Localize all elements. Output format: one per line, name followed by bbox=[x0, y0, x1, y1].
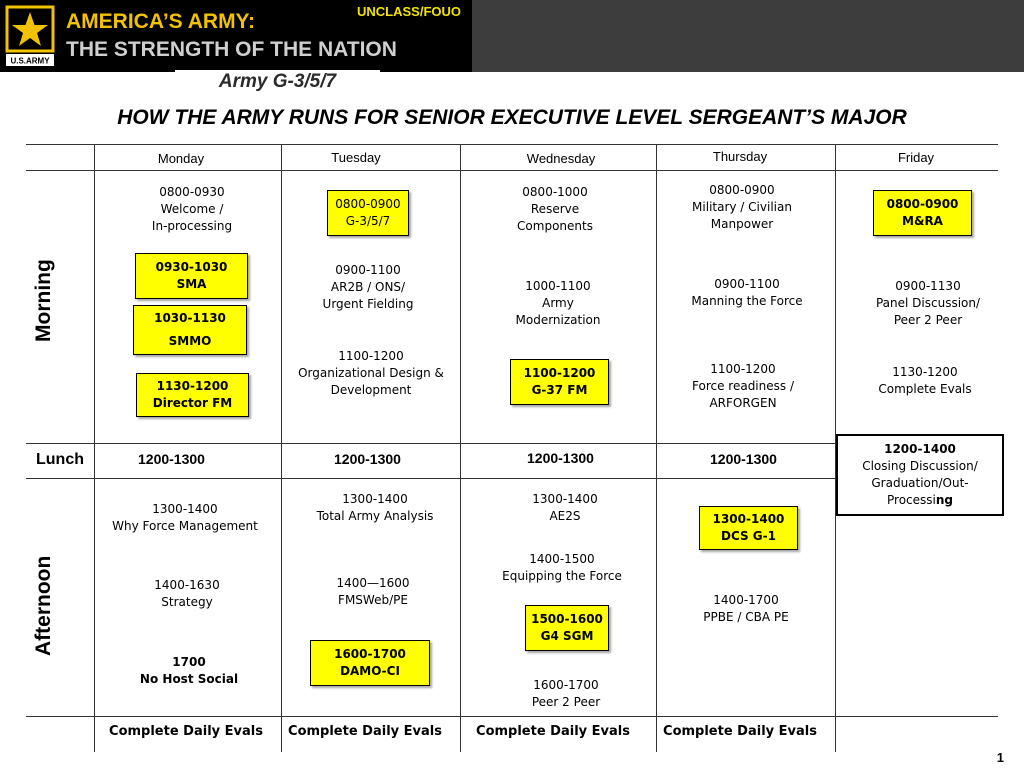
schedule-item: 0900-1130 Panel Discussion/ Peer 2 Peer bbox=[875, 279, 981, 327]
page-title: HOW THE ARMY RUNS FOR SENIOR EXECUTIVE LEVEL SERGEANT’S MAJOR bbox=[117, 106, 907, 129]
highlight-box: 1600-1700 DAMO-CI bbox=[310, 640, 430, 686]
highlight-box: 1300-1400 DCS G-1 bbox=[699, 506, 798, 550]
schedule-item: 1100-1200 Force readiness / ARFORGEN bbox=[692, 362, 794, 410]
schedule-item: 1100-1200 Organizational Design & Development bbox=[298, 349, 444, 397]
lunch-time-thursday: 1200-1300 bbox=[710, 451, 777, 467]
highlight-box: 0800-0900 G-3/5/7 bbox=[327, 190, 409, 236]
schedule-item: 0800-0900 Military / Civilian Manpower bbox=[692, 183, 792, 231]
schedule-item: 1300-1400 Why Force Management bbox=[112, 502, 258, 533]
schedule-item: 1600-1700 Peer 2 Peer bbox=[531, 678, 601, 709]
schedule-item: 1400-1700 PPBE / CBA PE bbox=[703, 593, 789, 624]
lunch-time-monday: 1200-1300 bbox=[138, 451, 205, 467]
classification-marking: UNCLASS/FOUO bbox=[357, 4, 461, 19]
highlight-box: 1030-1130 SMMO bbox=[133, 305, 247, 355]
row-label-afternoon: Afternoon bbox=[32, 555, 55, 656]
day-header-tuesday: Tuesday bbox=[331, 150, 381, 165]
grid-line bbox=[656, 144, 657, 752]
grid-line bbox=[26, 144, 998, 145]
army-star-logo-icon bbox=[4, 4, 56, 68]
highlight-box: 0930-1030 SMA bbox=[135, 253, 248, 299]
row-label-morning: Morning bbox=[32, 259, 55, 342]
page-number: 1 bbox=[996, 750, 1004, 765]
grid-line bbox=[281, 144, 282, 752]
day-header-thursday: Thursday bbox=[712, 149, 768, 164]
schedule-item: 1700 No Host Social bbox=[139, 655, 239, 686]
lunch-time-tuesday: 1200-1300 bbox=[334, 451, 401, 467]
schedule-item: 1400—1600 FMSWeb/PE bbox=[336, 576, 410, 607]
header-banner-right bbox=[472, 0, 1024, 72]
schedule-item: 0900-1100 Manning the Force bbox=[691, 277, 803, 308]
daily-evals-monday: Complete Daily Evals bbox=[109, 724, 263, 739]
day-header-friday: Friday bbox=[897, 150, 935, 165]
highlight-box: 1100-1200 G-37 FM bbox=[510, 359, 609, 405]
office-label: Army G-3/5/7 bbox=[218, 71, 337, 92]
grid-line bbox=[26, 443, 836, 444]
schedule-item: 0900-1100 AR2B / ONS/ Urgent Fielding bbox=[322, 263, 414, 311]
highlight-box: 1130-1200 Director FM bbox=[136, 373, 249, 417]
title-line-2: THE STRENGTH OF THE NATION bbox=[66, 38, 397, 61]
highlight-box: 1500-1600 G4 SGM bbox=[525, 605, 609, 651]
daily-evals-tuesday: Complete Daily Evals bbox=[288, 724, 442, 739]
grid-line bbox=[26, 170, 998, 171]
highlight-box: 0800-0900 M&RA bbox=[873, 190, 972, 236]
grid-line bbox=[460, 144, 461, 752]
day-header-wednesday: Wednesday bbox=[526, 151, 596, 166]
day-header-monday: Monday bbox=[157, 151, 205, 166]
schedule-item: 1130-1200 Complete Evals bbox=[878, 365, 972, 396]
schedule-item: 1300-1400 AE2S bbox=[532, 492, 598, 523]
closing-discussion-box: 1200-1400 Closing Discussion/ Graduation/Out- Processing bbox=[836, 434, 1004, 516]
grid-line bbox=[26, 478, 836, 479]
grid-line bbox=[26, 716, 998, 717]
schedule-item: 1400-1630 Strategy bbox=[154, 578, 220, 609]
daily-evals-thursday: Complete Daily Evals bbox=[663, 724, 817, 739]
lunch-time-wednesday: 1200-1300 bbox=[527, 450, 594, 466]
row-label-lunch: Lunch bbox=[36, 451, 84, 468]
logo-text: U.S.ARMY bbox=[10, 56, 50, 66]
title-line-1: AMERICA’S ARMY: bbox=[66, 10, 255, 33]
schedule-item: 1400-1500 Equipping the Force bbox=[502, 552, 622, 583]
schedule-item: 0800-1000 Reserve Components bbox=[517, 185, 593, 233]
grid-line bbox=[94, 144, 95, 752]
daily-evals-wednesday: Complete Daily Evals bbox=[476, 724, 630, 739]
schedule-item: 1000-1100 Army Modernization bbox=[515, 279, 601, 327]
schedule-item: 0800-0930 Welcome / In-processing bbox=[151, 185, 233, 233]
schedule-item: 1300-1400 Total Army Analysis bbox=[316, 492, 434, 523]
